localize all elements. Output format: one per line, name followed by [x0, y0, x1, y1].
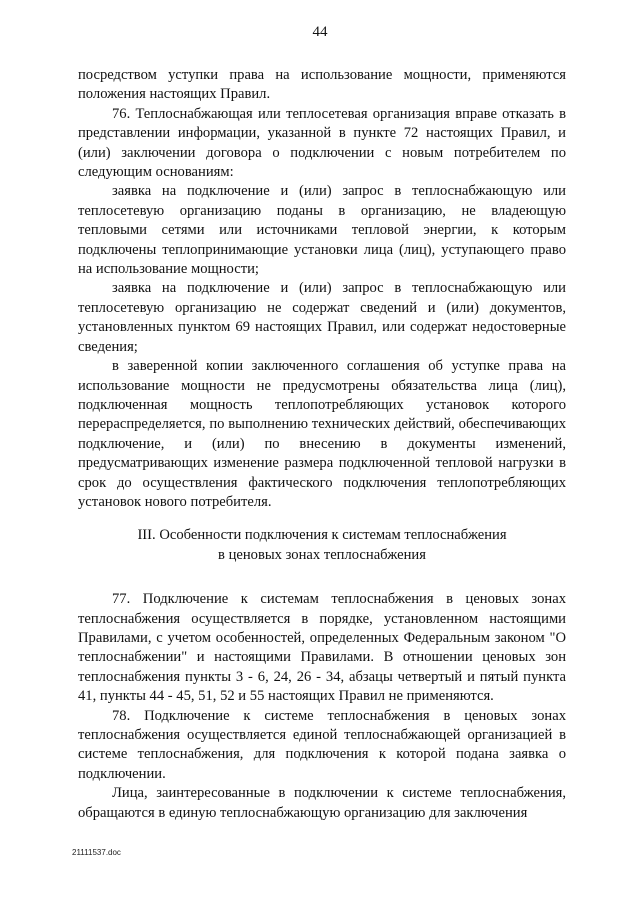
section-heading	[78, 526, 566, 565]
section-heading-line-2: в ценовых зонах теплоснабжения	[218, 546, 426, 563]
paragraph-continuation: посредством уступки права на использование мощности, применяются положения настоящих Правил.	[78, 67, 566, 103]
footer-filename: 21111537.doc	[72, 848, 121, 857]
paragraph-ground-3: в заверенной копии заключенного соглашения об уступке права на использование мощности не предусмотрены обязательства лица (лиц), подключенная мощность теплопотребляющих установок которого перераспределяется, по выполнению технических действий, обеспечивающих подключение, и (или) по внесению в документы изменений, предусматривающих изменение размера подключенной тепловой нагрузки в срок до осуществления фактического подключения теплопотребляющих установок нового потребителя.	[78, 358, 566, 510]
document-body	[78, 66, 566, 823]
paragraph-ground-2: заявка на подключение и (или) запрос в теплоснабжающую или теплосетевую организацию не содержат сведений и (или) документов, установленных пунктом 69 настоящих Правил, или содержат недостоверные сведения;	[78, 280, 566, 355]
paragraph-77: 77. Подключение к системам теплоснабжения в ценовых зонах теплоснабжения осуществляется в порядке, установленном настоящими Правилами, с учетом особенностей, определенных Федеральным законом "О теплоснабжении" и настоящими Правилами. В отношении ценовых зон теплоснабжения пункты 3 - 6, 24, 26 - 34, абзацы четвертый и пятый пункта 41, пункты 44 - 45, 51, 52 и 55 настоящих Правил не применяются.	[78, 591, 566, 705]
page-number: 44	[312, 24, 328, 40]
paragraph-76: 76. Теплоснабжающая или теплосетевая организация вправе отказать в представлении информации, указанной в пункте 72 настоящих Правил, и (или) заключении договора о подключении с новым потребителем по следующим основаниям:	[78, 105, 566, 181]
paragraph-78-continued: Лица, заинтересованные в подключении к системе теплоснабжения, обращаются в единую теплоснабжающую организацию для заключения	[78, 785, 566, 821]
section-heading-line-1: III. Особенности подключения к системам теплоснабжения	[137, 527, 507, 544]
paragraph-ground-1: заявка на подключение и (или) запрос в теплоснабжающую или теплосетевую организацию поданы в организацию, не владеющую тепловыми сетями или источниками тепловой энергии, к которым подключены теплопринимающие установки лица (лиц), уступающего право на использование мощности;	[78, 183, 566, 278]
paragraph-78: 78. Подключение к системе теплоснабжения в ценовых зонах теплоснабжения осуществляется единой теплоснабжающей организацией в системе теплоснабжения, для подключения к которой подана заявка о подключении.	[78, 707, 566, 782]
